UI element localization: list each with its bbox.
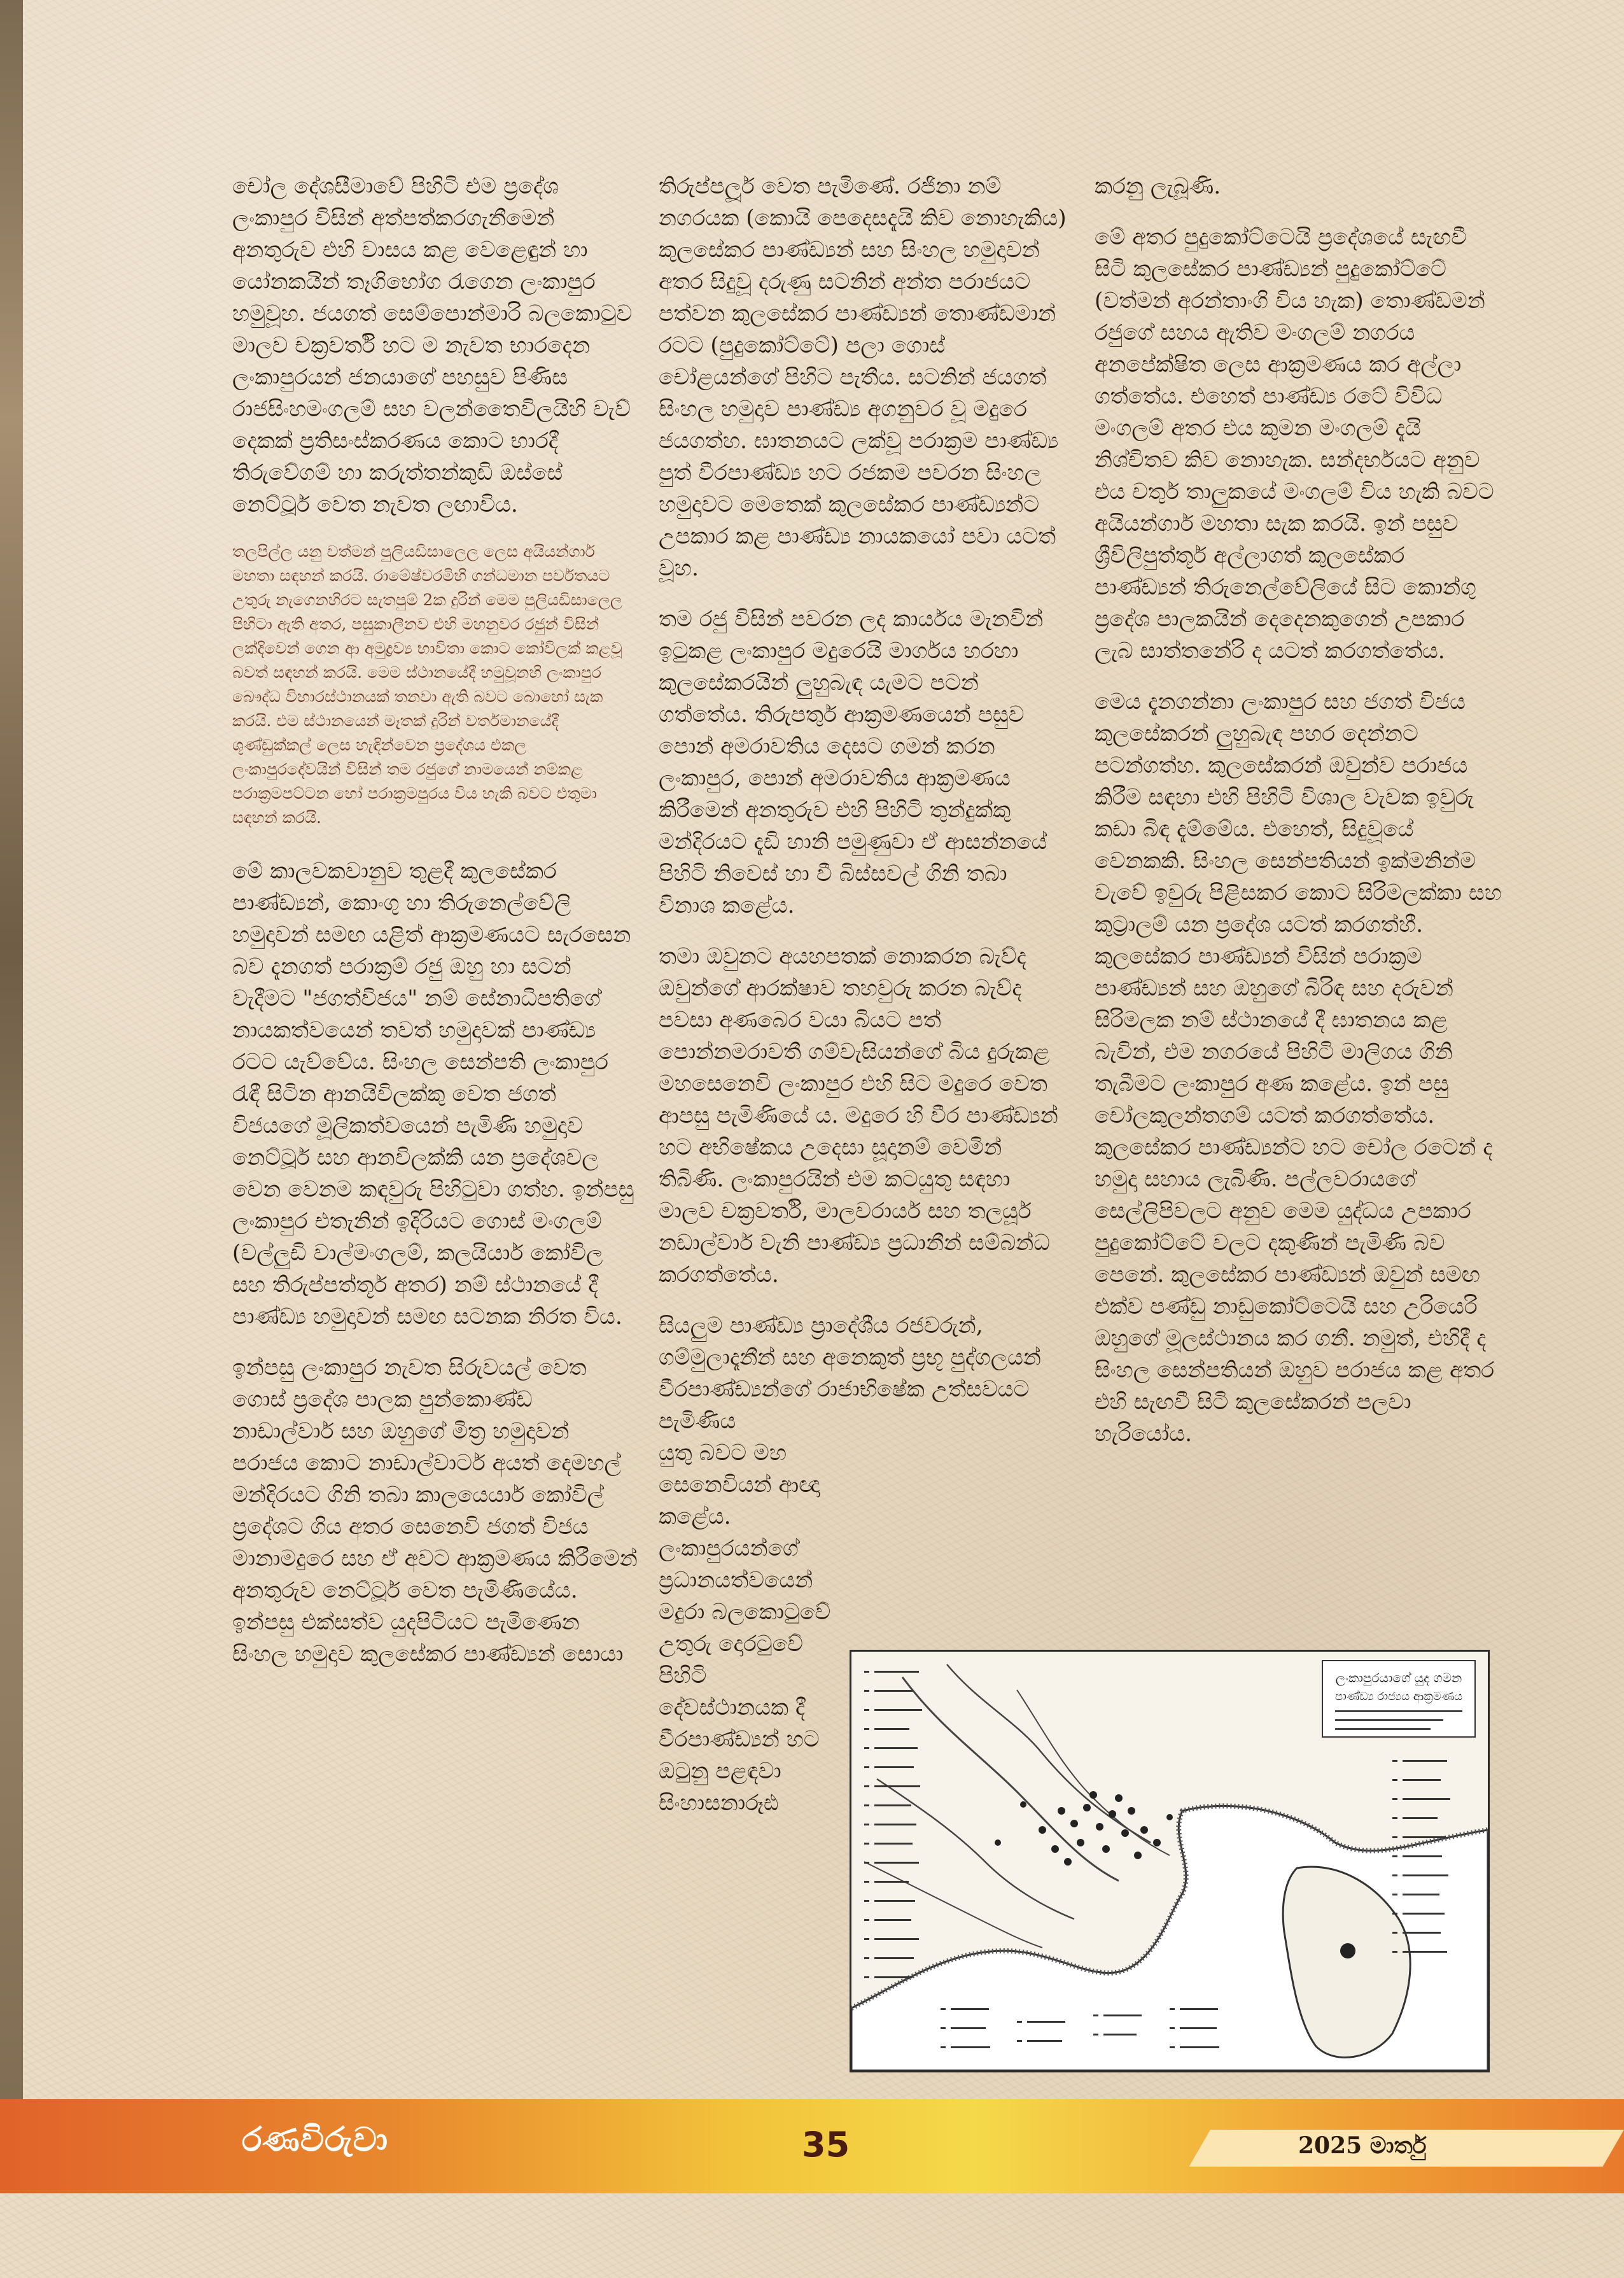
left-edge-photo-strip [0,0,23,2100]
paragraph: තිරුප්පලූර් වෙත පැමිණේ. රජිනා නම් නගරයක (කොයි පෙදෙසදැයි කිව නොහැකිය) කුලසේකර පාණ්ඩ්‍යන් සහ සිංහල හමුදාවන් අතර සිදුවූ දරුණු සටනින් අන්ත පරාජයට පත්වන කුලසේකර පාණ්ඩ්‍යන් තොණ්ඩමාන් රටට (පුදුකෝට්ටේ) පලා ගොස් චෝළයන්ගේ පිහිට පැතීය. සටනින් ජයගත් සිංහල හමුදාව පාණ්ඩ්‍ය අගනුවර වූ මදුරෙ ජයගත්හ. ඝාතනයට ලක්වූ පරාක්‍රම පාණ්ඩ්‍ය පුත් වීරපාණ්ඩ්‍ය හට රජකම පවරන සිංහල හමුදාවට මෙතෙක් කුලසේකර පාණ්ඩ්‍යන්ට උපකාර කළ පාණ්ඩ්‍ය නායකයෝ පවා යටත් වූහ. [659,174,1067,581]
map-subtitle: පාණ්ඩ්‍ය රාජ්‍යය ආක්‍රමණය [1334,1690,1463,1703]
paragraph: චෝල දේශසීමාවේ පිහිටි එම ප්‍රදේශ ලංකාපුර විසින් අත්පත්කරගැනීමෙන් අනතුරුව එහි වාසය කළ වෙළෙඳුන් හා යෝනකයින් තෑගිභෝග රැගෙන ලංකාපුර හමුවූහ. ජයගත් සෙම්පොන්මාරි බලකොටුව මාලව චක්‍රවර්ති හට ම නැවත භාරදෙන ලංකාපුරයන් ජනයාගේ පහසුව පිණිස රාජසිංහමංගලම් සහ වලන්තෛවිලයිහි වැව් දෙකක් ප්‍රතිසංස්කරණය කොට භාරදී තිරුවේගම් හා කරුත්තන්කුඩි ඔස්සේ නෙට්ටූර් වෙත නැවත ලඟාවිය. [232,174,633,517]
historical-map-figure [850,1650,1490,2072]
paragraph: තම රජු විසින් පවරන ලද කාර්යය මැනවින් ඉටුකළ ලංකාපුර මදුරෙයි මාර්ගය හරහා කුලසේකරයින් ලුහුබැඳ යැමට පටන් ගත්තේය. තිරුපතුර් ආක්‍රමණයෙන් පසුව පොන් අමරාවතිය දෙසට ගමන් කරන ලංකාපුර, පොන් අමරාවතිය ආක්‍රමණය කිරීමෙන් අනතුරුව එහි පිහිටි තුන්දුක්කු මන්දිරයට දැඩි හානි පමුණුවා ඒ ආසන්නයේ පිහිටි නිවෙස් හා වී බිස්සවල් ගිනි තබා විනාශ කළේය. [659,607,1047,918]
paragraph: මෙය දැනගන්නා ලංකාපුර සහ ජගත් විජය කුලසේකරන් ලුහුබැඳ පහර දෙන්නට පටන්ගත්හ. කුලසේකරන් ඔවුන්ව පරාජය කිරීම සඳහා එහි පිහිටි විශාල වැවක ඉවුරු කඩා බිඳ දැම්මේය. එහෙත්, සිදුවූයේ වෙනකකි. සිංහල සෙන්පතියන් ඉක්මනින්ම වැවේ ඉවුරු පිළිසකර කොට සිරිමලක්කා සහ කුට්‍රාලම් යන ප්‍රදේශ යටත් කරගත්හී. කුලසේකර පාණ්ඩ්‍යන් විසින් පරාක්‍රම පාණ්ඩ්‍යන් සහ ඔහුගේ බිරිඳ සහ දරුවන් සිරිමලක නම් ස්ථානයේ දී ඝාතනය කළ බැවින්, එම නගරයේ පිහිටි මාලිගය ගිනි තැබීමට ලංකාපුර අණ කළේය. ඉන් පසු චෝලකුලන්තගම් යටත් කරගත්තේය. කුලසේකර පාණ්ඩ්‍යන්ට හට චෝල රටෙන් ද හමුදා සහාය ලැබිණි. පල්ලවරායගේ සෙල්ලිපිවලට අනුව මෙම යුද්ධය උපකාර පුදුකෝට්ටේ වලට දකුණින් පැමිණි බව පෙනේ. කුලසේකර පාණ්ඩ්‍යන් ඔවුන් සමඟ එක්ව පණ්ඩු නාඩුකෝට්ටෙයි සහ උරියෙරි ඔහුගේ මූලස්ථානය කර ගනී. නමුත්, එහිදී ද සිංහල සෙන්පතියන් ඔහුව පරාජය කළ අතර එහි සැඟවී සිටි කුලසේකරන් පලවා හැරියෝය. [1095,689,1502,1447]
paragraph-beside-map: යුතු බවට මහ සෙනෙවියන් ආඥා කළේය. ලංකාපුරයන්ගේ ප්‍රධානයත්වයෙන් මදුරා බලකොටුවේ උතුරු දොරටුවේ පිහිටි දේවස්ථානයක දී වීරපාණ්ඩ්‍යන් හට ඔටුනු පළඳවා සිංහාසනාරූඪ [659,1440,831,1816]
paragraph: මේ කාලවකවානුව තුළදී කුලසේකර පාණ්ඩ්‍යන්, කොංගු හා තිරුනෙල්වේලි හමුදාවන් සමඟ යළිත් ආක්‍රමණයට සැරසෙන බව දැනගත් පරාක්‍රම් රජු ඔහු හා සටන් වැදීමට "ජගත්විජය" නම් සේනාධිපතිගේ නායකත්වයෙන් තවත් හමුදාවක් පාණ්ඩ්‍ය රටට යැව්වේය. සිංහල සෙන්පති ලංකාපුර රැඳී සිටින ආනයිවිලක්කු වෙත ජගත් විජයගේ මූලිකත්වයෙන් පැමිණි හමුදාව නෙට්ටූර් සහ ආනවිලක්කි යන ප්‍රදේශවල වෙන වෙනම කඳවුරු පිහිටුවා ගත්හ. ඉන්පසු ලංකාපුර එතැනින් ඉදිරියට ගොස් මංගලම් (වල්ලුඩි වාල්මංගලම්, කලයියාර් කෝවිල සහ තිරුප්පත්තූර් අතර) නම් ස්ථානයේ දී පාණ්ඩ්‍ය හමුදාවන් සමඟ සටනක නිරත විය. [232,859,634,1330]
paragraph: සියලුම පාණ්ඩ්‍ය ප්‍රාදේශීය රජවරුන්, ගම්මුලාදෑනීන් සහ අනෙකුත් ප්‍රභූ පුද්ගලයන් වීරපාණ්ඩ්‍යන්ගේ රාජාභිෂේක උත්සවයට පැමිණිය [659,1313,1041,1434]
page-number: 35 [802,2125,850,2165]
map-illustration [851,1652,1488,2071]
paragraph: කරනු ලැබූණි. [1095,174,1221,199]
issue-date: 2025 මාර්තු [1298,2132,1427,2159]
article-column-1 [232,171,640,1689]
paragraph: තමා ඔවුනට අයහපතක් නොකරන බැව්ද ඔවුන්ගේ ආරක්ෂාව තහවුරු කරන බැව්ද පවසා අණබෙර වයා බියට පත් පොන්නමරාවතී ගම්වැසියන්ගේ බිය දුරුකළ මහසෙනෙවි ලංකාපුර එහි සිට මදුරෙ වෙත ආපසු පැමිණියේ ය. මදුරෙ හි වීර පාණ්ඩ්‍යන් හට අභිෂේකය උදෙසා සූදානම් වෙමින් තිබිණි. ලංකාපුරයින් එම කටයුතු සඳහා මාලව චක්‍රවර්ති, මාලවරායර් සහ තලයූර් නඩාල්වාර් වැනි පාණ්ඩ්‍ය ප්‍රධානීන් සම්බන්ධ කරගත්තේය. [659,944,1058,1288]
magazine-brand: රණවිරුවා [242,2121,389,2159]
article-column-3 [1095,171,1502,1469]
sidebar-note: තලපිල්ල යනු වත්මන් පුලියඩිසාලෙල ලෙස අයියන්ගාර් මහතා සඳහන් කරයි. රාමේෂ්වරමිහි ගන්ධමාන පර්වතයට උතුරු නැගෙනහිරට සැතපුම් 2ක දුරින් මෙම පුලියඩිසාලෙල පිහිටා ඇති අතර, පසුකාලීනව එහි මහනුවර රජුන් විසින් ලක්දිවෙන් ගෙන ආ අමුද්‍රව්‍ය භාවිතා කොට කෝවිලක් කළවූ බවත් සඳහන් කරයි. මෙම ස්ථානයේදී හමුවූනහි ලංකාපුර බෞද්ධ විහාරස්ථානයක් තනවා ඇති බවට බොහෝ සැක කරයි. එම ස්ථානයෙන් මෑතක් දුරින් වර්තමානයේදී ශූණ්ඩුක්කල් ලෙස හැඳින්වෙන ප්‍රදේශය එකල ලංකාපුරදේවයින් විසින් තම රජුගේ නාමයෙන් නම්කළ පරාක්‍රමපට්ටන හෝ පරාක්‍රමපුරය විය හැකි බවට එතුමා සඳහන් කරයි. [232,542,622,827]
paragraph: ඉන්පසු ලංකාපුර නැවත සිරුවයල් වෙත ගොස් ප්‍රදේශ පාලක පුන්කොණ්ඩ නාඩාල්වාර් සහ ඔහුගේ මිත්‍ර හමුදාවන් පරාජය කොට නාඩාල්වාර්ට අයත් දෙමහල් මන්දිරයට ගිනි තබා කාලයෙයාර් කෝවිල් ප්‍රදේශට ගිය අතර සෙනෙවි ජගත් විජය මානාමදුරෙ සහ ඒ අවට ආක්‍රමණය කිරීමෙන් අනතුරුව නෙට්ටූර් වෙත පැමිණියේය. ඉන්පසු එක්සත්ව යුදපිටියට පැමිණෙන සිංහල හමුදාව කුලසේකර පාණ්ඩ්‍යන් සොයා [232,1355,638,1667]
paragraph: මේ අතර පුදුකෝට්ටෙයි ප්‍රදේශයේ සැඟවී සිටි කුලසේකර පාණ්ඩ්‍යන් පුදුකෝට්ටේ (වත්මන් අරන්තාංගි විය හැක) තොණ්ඩමන් රජුගේ සහය ඇතිව මංගලම් නගරය අනපේක්ෂිත ලෙස ආක්‍රමණය කර අල්ලා ගත්තේය. එහෙත් පාණ්ඩ්‍ය රටේ විවිධ මංගලම් අතර එය කුමන මංගලම් දැයි නිශ්චිතව කිව නොහැක. සන්දර්භයට අනුව එය චතුර් තාලුකයේ මංගලම් විය හැකි බවට අයියන්ගාර් මහතා සැක කරයි. ඉන් පසුව ශ්‍රීවිලිපුත්තූර් අල්ලාගත් කුලසේකර පාණ්ඩ්‍යන් තිරුනෙල්වේලියේ සිට කොන්ගු ප්‍රදේශ පාලකයින් දෙදෙනකුගෙන් උපකාර ලැබ සාත්තනේරි ද යටත් කරගත්තේය. [1095,225,1494,664]
map-title: ලංකාපුරයා​ගේ යුද ගමන [1335,1670,1462,1685]
article-column-2 [659,171,1069,1819]
